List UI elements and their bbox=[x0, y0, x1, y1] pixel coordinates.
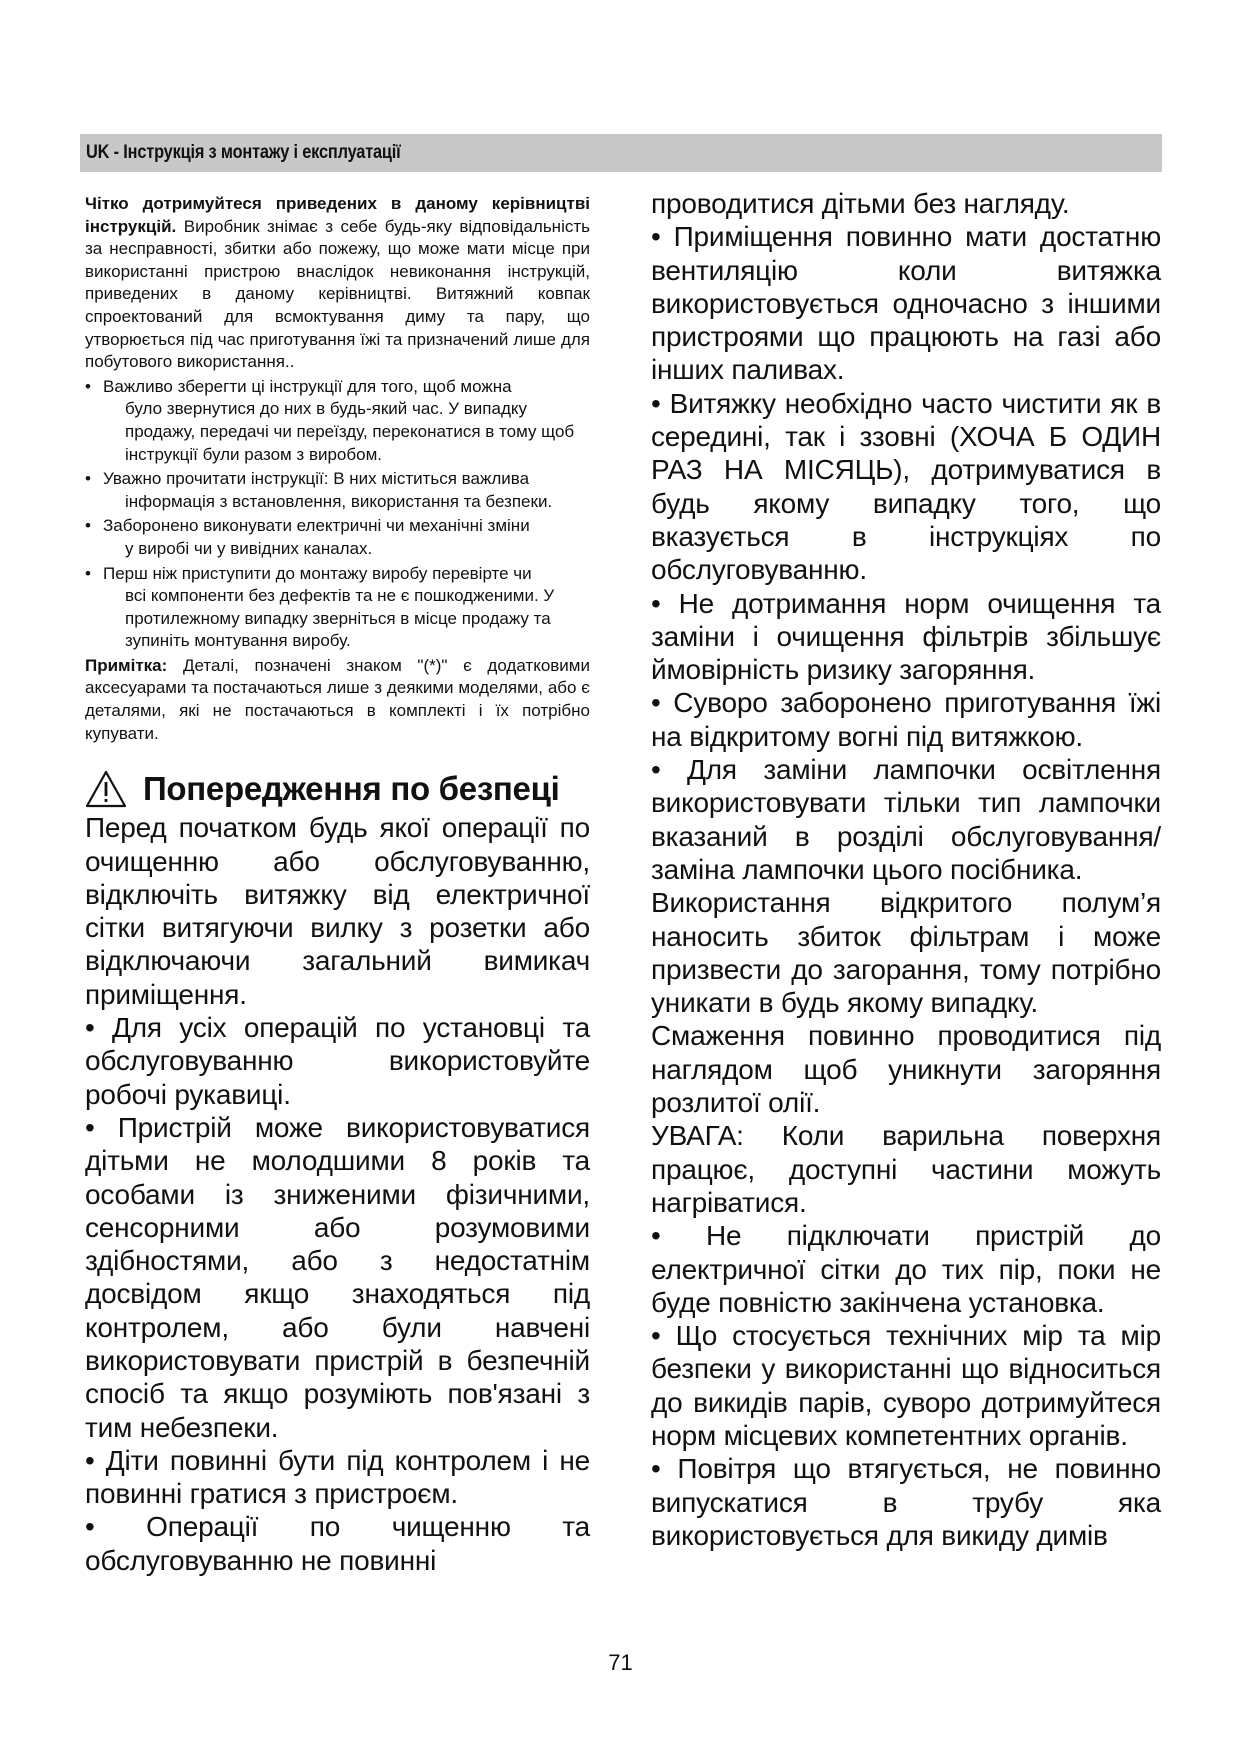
left-column bbox=[85, 193, 590, 1577]
safety-left-text bbox=[85, 811, 590, 1577]
safety-paragraph: • Витяжку необхідно часто чистити як в середині, так і ззовні (ХОЧА Б ОДИН РАЗ НА МІСЯЦЬ), дотримуватися в будь якому випадку того, що вказується в інструкціях по обслуговуванню. bbox=[651, 387, 1161, 586]
safety-paragraph: Використання відкритого полум’я наносить збиток фільтрам і може призвести до загорання, тому потрібно уникати в будь якому випадку. bbox=[651, 887, 1161, 1019]
bullet-icon: • bbox=[85, 376, 91, 396]
bullet-text-rest: було звернутися до них в будь-який час. У випадку продажу, передачі чи переїзду, переконатися в тому щоб інструкції були разом з виробом. bbox=[125, 399, 575, 464]
bullet-icon: • bbox=[85, 516, 91, 536]
bullet-text-rest: у виробі чи у вивідних каналах. bbox=[125, 538, 373, 558]
safety-right-text bbox=[651, 187, 1161, 1552]
intro-lead-text: Виробник знімає з себе будь-яку відповідальність за несправності, збитки або пожежу, що може мати місце при використанні пристрою внаслідок невиконання інструкцій, приведених в даному керівництві. Витяжний ковпак спроектований для всмоктування диму та пару, що утворюється під час приготування їжі та призначений лише для побутового використання.. bbox=[85, 216, 590, 372]
safety-paragraph: • Пристрій може використовуватися дітьми не молодшими 8 років та особами із зниженими фізичними, сенсорними або розумовими здібностями, або з недостатнім досвідом якщо знаходяться під контролем, або були навчені використовувати пристрій в безпечній спосіб та якщо розуміють пов'язані з тим небезпеки. bbox=[85, 1111, 590, 1443]
safety-paragraph: • Повітря що втягується, не повинно випускатися в трубу яка використовується для викиду димів bbox=[651, 1453, 1161, 1551]
safety-title: Попередження по безпеці bbox=[143, 770, 560, 808]
safety-paragraph: • Операції по чищенню та обслуговуванню не повинні bbox=[85, 1511, 590, 1576]
intro-bullet-list bbox=[85, 376, 590, 653]
safety-paragraph: • Для заміни лампочки освітлення використовувати тільки тип лампочки вказаний в розділі обслуговування/заміна лампочки цього посібника. bbox=[651, 754, 1161, 885]
bullet-text-rest: всі компоненти без дефектів та не є пошкодженими. У протилежному випадку зверніться в місце продажу та зупиніть монтування виробу. bbox=[125, 586, 555, 651]
safety-paragraph: Перед початком будь якої операції по очищенню або обслуговуванню, відключіть витяжку від електричної сітки витягуючи вилку з розетки або відключаючи загальний вимикач приміщення. bbox=[85, 812, 590, 1010]
intro-lead-bold: Чітко дотримуйтеся приведених в даному керівництві інструкцій. bbox=[85, 194, 590, 236]
bullet-text-first: Уважно прочитати інструкції: В них міститься важлива bbox=[103, 469, 530, 489]
note-paragraph bbox=[85, 655, 590, 745]
safety-paragraph: проводитися дітьми без нагляду. bbox=[651, 188, 1070, 219]
bullet-text-first: Перш ніж приступити до монтажу виробу перевірте чи bbox=[103, 563, 532, 583]
section-header-title: UK - Інструкція з монтажу і експлуатації bbox=[86, 142, 401, 163]
safety-paragraph: • Що стосується технічних мір та мір безпеки у використанні що відноситься до викидів парів, суворо дотримуйтеся норм місцевих компетентних органів. bbox=[651, 1320, 1161, 1451]
safety-paragraph: • Не дотримання норм очищення та заміни і очищення фільтрів збільшує ймовірність ризику загоряння. bbox=[651, 587, 1161, 686]
list-item bbox=[85, 563, 590, 653]
warning-triangle-icon bbox=[85, 770, 127, 808]
safety-paragraph: УВАГА: Коли варильна поверхня працює, доступні частини можуть нагріватися. bbox=[651, 1120, 1161, 1218]
section-header-bar bbox=[80, 134, 1162, 172]
list-item bbox=[85, 376, 590, 466]
bullet-text-rest: інформація з встановлення, використання та безпеки. bbox=[125, 491, 553, 511]
note-label: Примітка: bbox=[85, 655, 168, 675]
safety-paragraph: • Не підключати пристрій до електричної сітки до тих пір, поки не буде повністю закінчена установка. bbox=[651, 1220, 1161, 1318]
page-number: 71 bbox=[608, 1650, 633, 1675]
safety-paragraph: • Суворо заборонено приготування їжі на відкритому вогні під витяжкою. bbox=[651, 687, 1161, 752]
bullet-icon: • bbox=[85, 563, 91, 583]
intro-paragraph bbox=[85, 193, 590, 374]
bullet-text-first: Важливо зберегти ці інструкції для того, щоб можна bbox=[103, 376, 512, 396]
safety-paragraph: Смаження повинно проводитися під наглядом щоб уникнути загоряння розлитої олії. bbox=[651, 1020, 1161, 1119]
note-text: Деталі, позначені знаком "(*)" є додатковими аксесуарами та постачаються лише з деякими моделями, або є деталями, які не постачаються в комплекті і їх потрібно купувати. bbox=[85, 655, 590, 743]
safety-paragraph: • Діти повинні бути під контролем і не повинні гратися з пристроєм. bbox=[85, 1444, 590, 1510]
safety-paragraph: • Приміщення повинно мати достатню вентиляцію коли витяжка використовується одночасно з іншими пристроями що працюють на газі або інших паливах. bbox=[651, 221, 1161, 386]
safety-heading bbox=[85, 767, 590, 811]
bullet-icon: • bbox=[85, 469, 91, 489]
right-column bbox=[651, 187, 1161, 1552]
list-item bbox=[85, 468, 590, 513]
list-item bbox=[85, 515, 590, 560]
bullet-text-first: Заборонено виконувати електричні чи механічні зміни bbox=[103, 516, 530, 536]
intro-block bbox=[85, 193, 590, 745]
safety-paragraph: • Для усіх операцій по установці та обслуговуванню використовуйте робочі рукавиці. bbox=[85, 1012, 590, 1110]
